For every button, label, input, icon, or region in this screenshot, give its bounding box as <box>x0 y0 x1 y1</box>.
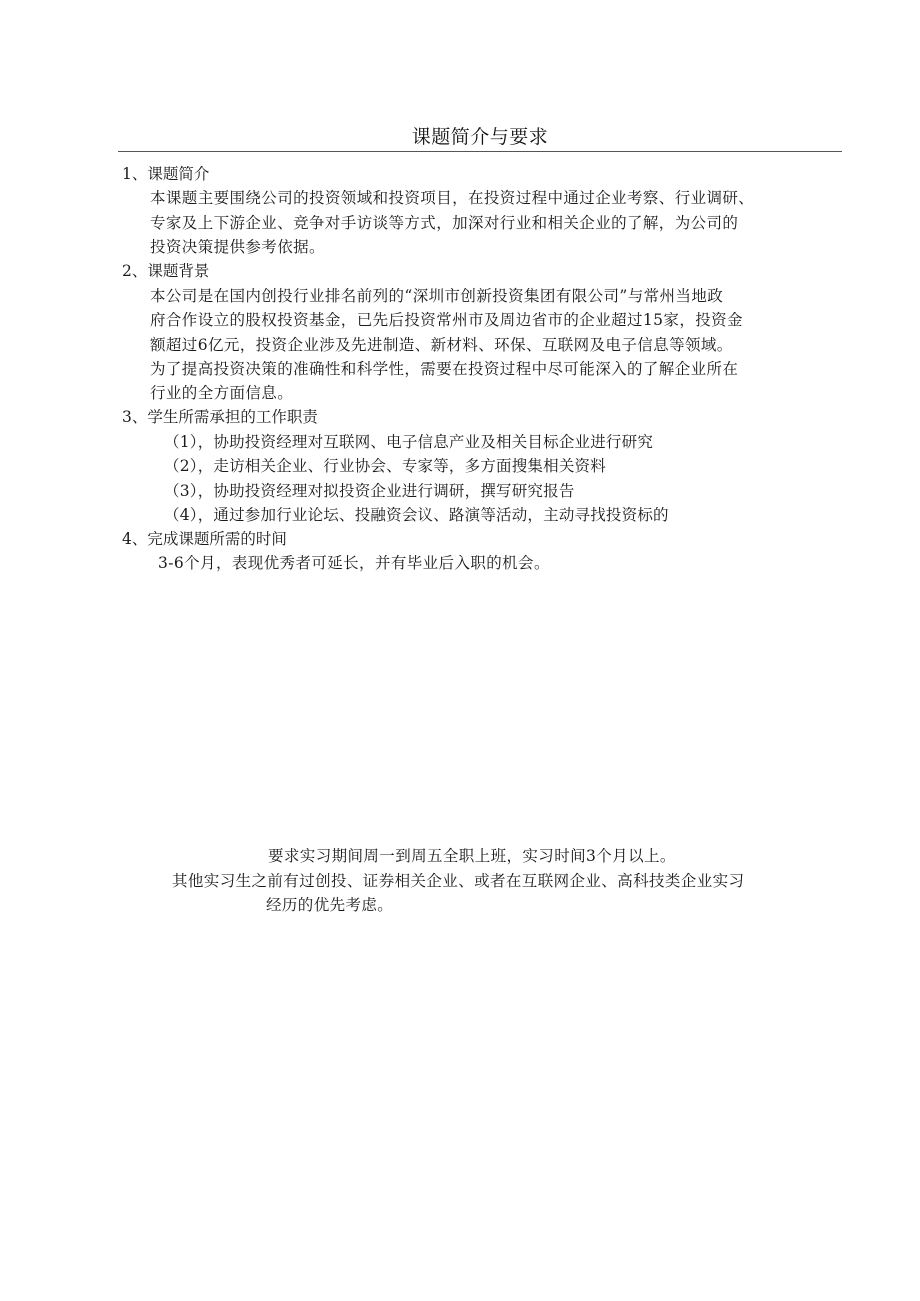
paragraph-line: 3-6个月，表现优秀者可延长，并有毕业后入职的机会。 <box>158 554 550 572</box>
paragraph-line: 投资决策提供参考依据。 <box>150 238 325 256</box>
duty-item: （3），协助投资经理对拟投资企业进行调研，撰写研究报告 <box>164 482 575 500</box>
paragraph-line: 府合作设立的股权投资基金，已先后投资常州市及周边省市的企业超过15家，投资金 <box>150 311 743 329</box>
title-divider <box>118 151 842 152</box>
section-heading-background: 2、课题背景 <box>122 262 210 280</box>
paragraph-line: 本公司是在国内创投行业排名前列的“深圳市创新投资集团有限公司”与常州当地政 <box>150 287 724 305</box>
paragraph-line: 额超过6亿元，投资企业涉及先进制造、新材料、环保、互联网及电子信息等领域。 <box>150 336 733 354</box>
section-heading-duration: 4、完成课题所需的时间 <box>122 530 287 548</box>
document-title: 课题简介与要求 <box>411 126 549 148</box>
requirement-line: 其他实习生之前有过创投、证券相关企业、或者在互联网企业、高科技类企业实习 <box>172 872 745 890</box>
paragraph-line: 行业的全方面信息。 <box>150 384 294 402</box>
paragraph-line: 为了提高投资决策的准确性和科学性，需要在投资过程中尽可能深入的了解企业所在 <box>150 360 739 378</box>
duty-item: （2），走访相关企业、行业协会、专家等，多方面搜集相关资料 <box>164 457 606 475</box>
section-heading-duties: 3、学生所需承担的工作职责 <box>122 408 318 426</box>
duty-item: （4），通过参加行业论坛、投融资会议、路演等活动，主动寻找投资标的 <box>164 506 669 524</box>
duty-item: （1），协助投资经理对互联网、电子信息产业及相关目标企业进行研究 <box>164 433 654 451</box>
requirement-line: 经历的优先考虑。 <box>266 896 394 914</box>
section-heading-intro: 1、课题简介 <box>122 165 210 183</box>
requirement-line: 要求实习期间周一到周五全职上班，实习时间3个月以上。 <box>268 847 676 865</box>
paragraph-line: 本课题主要围绕公司的投资领域和投资项目，在投资过程中通过企业考察、行业调研、 <box>150 189 755 207</box>
paragraph-line: 专家及上下游企业、竞争对手访谈等方式，加深对行业和相关企业的了解，为公司的 <box>150 214 739 232</box>
